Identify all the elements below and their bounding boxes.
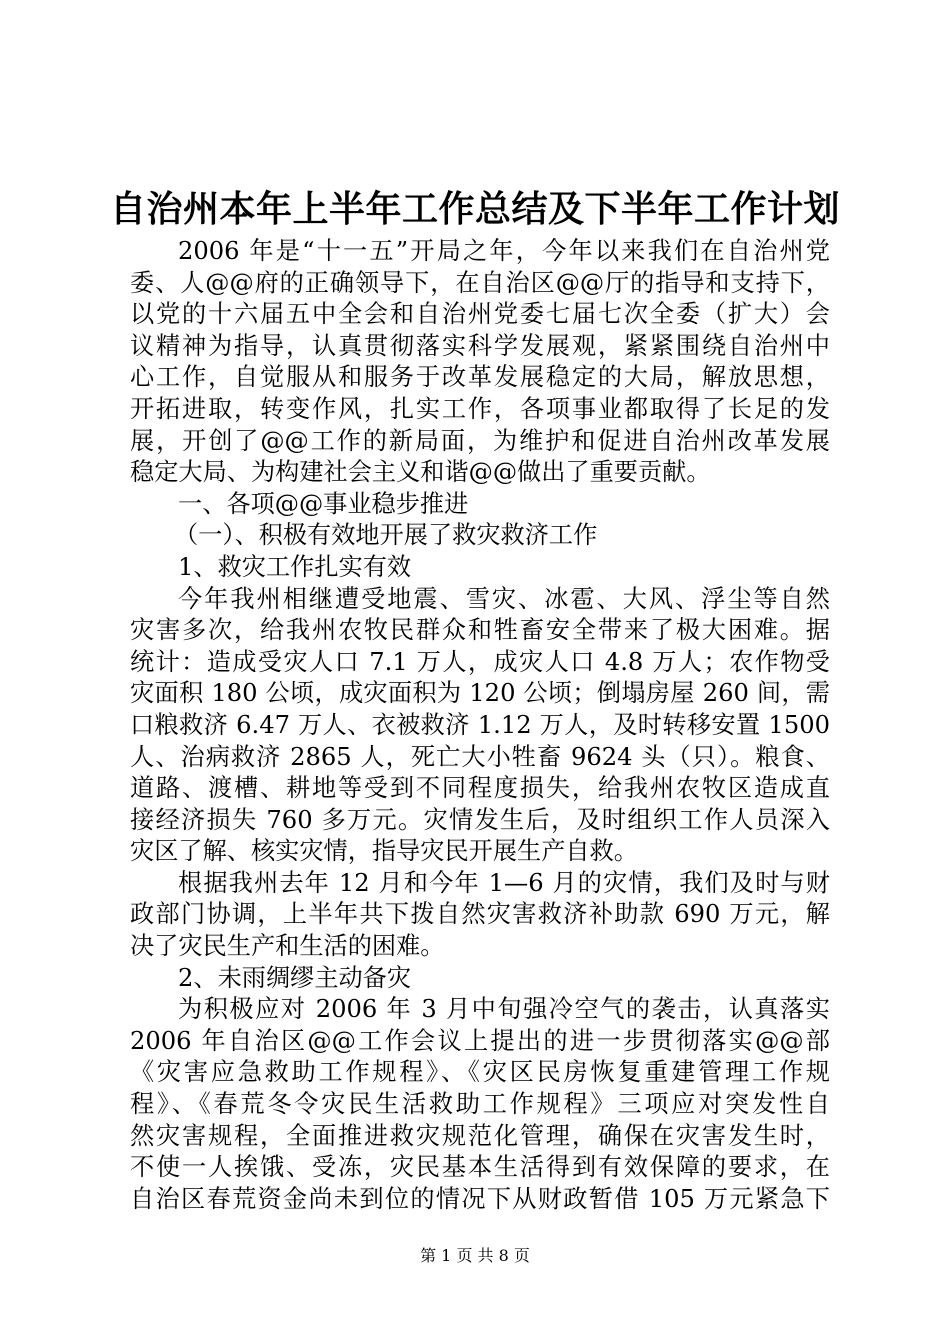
text-line: 2006 年是“十一五”开局之年，今年以来我们在自治州党 [178, 237, 830, 265]
text-line: 不使一人挨饿、受冻，灾民基本生活得到有效保障的要求，在 [130, 1153, 830, 1182]
text-line: 人、治病救济 2865 人，死亡大小牲畜 9624 头（只）。粮食、 [130, 742, 830, 771]
text-line: 口粮救济 6.47 万人、衣被救济 1.12 万人，及时转移安置 1500 [130, 710, 830, 739]
text-line: （一）、积极有效地开展了救灾救济工作 [174, 521, 598, 550]
text-line: 一、各项@@事业稳步推进 [178, 489, 469, 518]
text-line: 议精神为指导，认真贯彻落实科学发展观，紧紧围绕自治州中 [130, 331, 830, 360]
document-body [130, 236, 830, 1215]
text-line: 道路、渡槽、耕地等受到不同程度损失，给我州农牧区造成直 [130, 774, 830, 803]
text-line: 今年我州相继遭受地震、雪灾、冰雹、大风、浮尘等自然 [178, 584, 830, 613]
document-title: 自治州本年上半年工作总结及下半年工作计划 [109, 189, 840, 230]
text-line: 接经济损失 760 多万元。灾情发生后，及时组织工作人员深入 [130, 805, 830, 834]
text-line: 展，开创了@@工作的新局面，为维护和促进自治州改革发展 [130, 426, 830, 455]
text-line: 自治区春荒资金尚未到位的情况下从财政暂借 105 万元紧急下 [130, 1184, 830, 1213]
text-line: 以党的十六届五中全会和自治州党委七届七次全委（扩大）会 [130, 300, 830, 329]
text-line: 委、人@@府的正确领导下，在自治区@@厅的指导和支持下， [130, 268, 830, 297]
text-line: 灾面积 180 公顷，成灾面积为 120 公顷；倒塌房屋 260 间，需 [130, 679, 830, 708]
text-line: 2006 年自治区@@工作会议上提出的进一步贯彻落实@@部 [130, 1026, 830, 1055]
text-line: 政部门协调，上半年共下拨自然灾害救济补助款 690 万元，解 [130, 900, 830, 929]
text-line: 灾区了解、核实灾情，指导灾民开展生产自救。 [130, 837, 638, 866]
text-line: 决了灾民生产和生活的困难。 [130, 932, 445, 961]
text-line: 为积极应对 2006 年 3 月中旬强冷空气的袭击，认真落实 [178, 995, 830, 1024]
text-line: 心工作，自觉服从和服务于改革发展稳定的大局，解放思想， [130, 363, 830, 392]
text-line: 程》、《春荒冬令灾民生活救助工作规程》三项应对突发性自 [130, 1090, 830, 1119]
text-line: 灾害多次，给我州农牧民群众和牲畜安全带来了极大困难。据 [130, 616, 830, 645]
text-line: 开拓进取，转变作风，扎实工作，各项事业都取得了长足的发 [130, 394, 830, 423]
text-line: 统计：造成受灾人口 7.1 万人，成灾人口 4.8 万人；农作物受 [130, 647, 830, 676]
text-line: 1、救灾工作扎实有效 [178, 552, 412, 581]
text-line: 根据我州去年 12 月和今年 1—6 月的灾情，我们及时与财 [178, 868, 830, 897]
text-line: 《灾害应急救助工作规程》、《灾区民房恢复重建管理工作规 [130, 1058, 830, 1087]
text-line: 稳定大局、为构建社会主义和谐@@做出了重要贡献。 [130, 458, 711, 487]
text-line: 2、未雨绸缪主动备灾 [178, 963, 412, 992]
page-number-footer: 第 1 页 共 8 页 [420, 1246, 530, 1265]
text-line: 然灾害规程，全面推进救灾规范化管理，确保在灾害发生时， [130, 1121, 830, 1150]
